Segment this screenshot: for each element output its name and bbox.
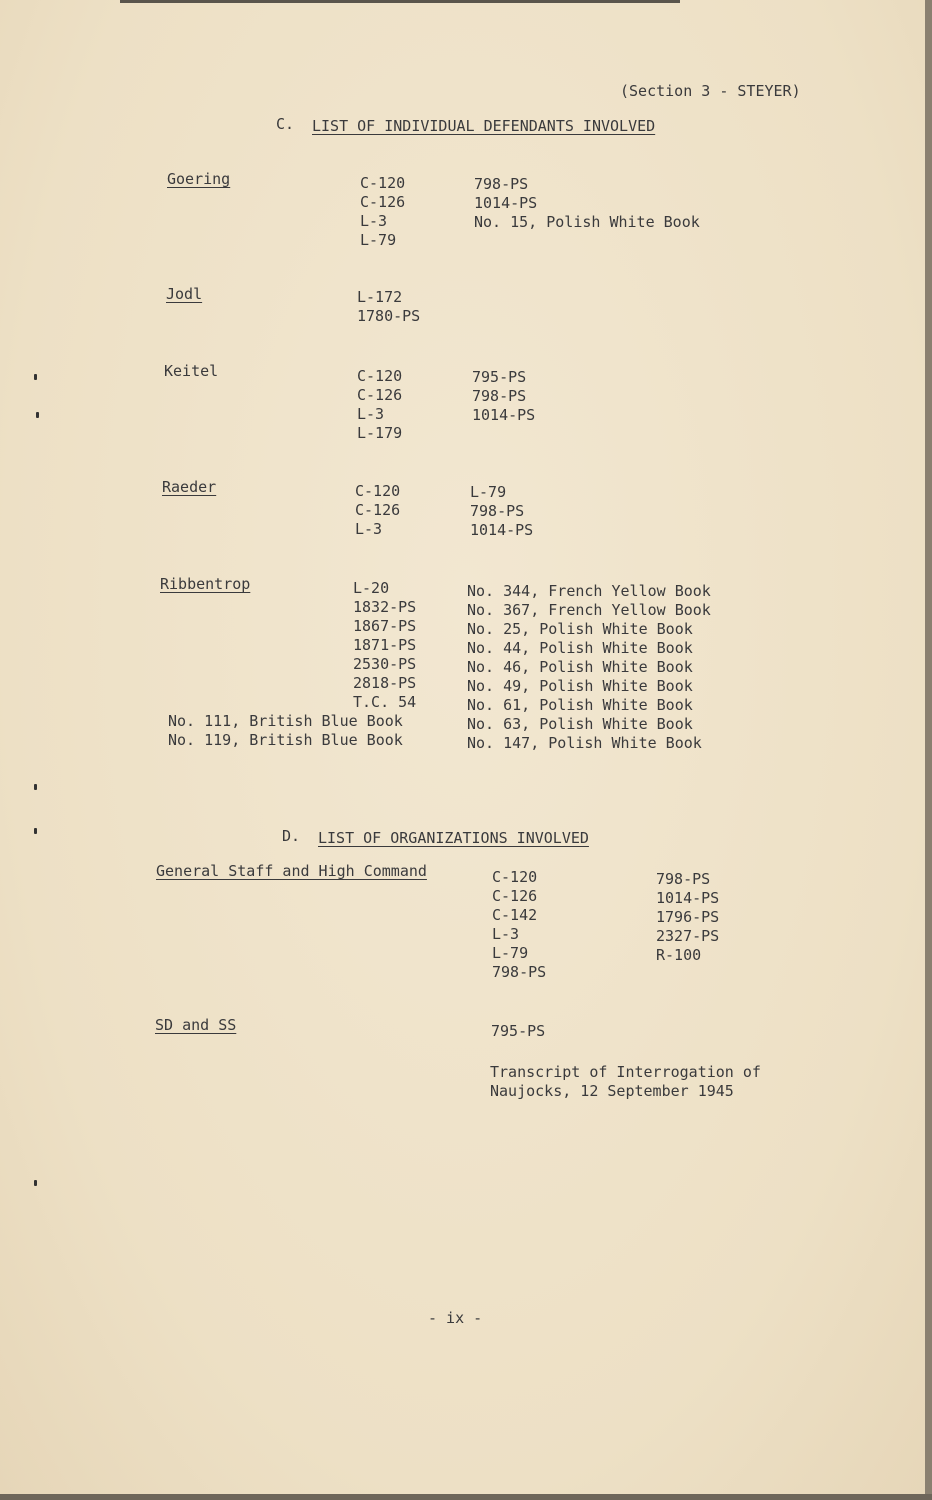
exhibit-item: 1014-PS	[474, 194, 538, 212]
exhibit-item: 795-PS	[472, 368, 527, 386]
defendant-name: Jodl	[166, 285, 203, 303]
margin-mark	[34, 784, 37, 790]
section-d-letter: D.	[282, 827, 301, 845]
exhibit-item: C-142	[492, 906, 538, 924]
exhibit-item: R-100	[656, 946, 702, 964]
organization-name: General Staff and High Command	[156, 862, 427, 880]
exhibit-list	[360, 174, 405, 250]
exhibit-item: L-20	[353, 579, 390, 597]
exhibit-list	[357, 367, 402, 443]
section-c-letter: C.	[276, 115, 295, 133]
margin-mark	[34, 374, 37, 380]
margin-mark	[34, 1180, 37, 1186]
exhibit-item: L-172	[357, 288, 403, 306]
exhibit-item: No. 367, French Yellow Book	[467, 601, 711, 619]
exhibit-item: 798-PS	[472, 387, 527, 405]
exhibit-item: L-79	[360, 231, 397, 249]
exhibit-item: L-3	[357, 405, 385, 423]
section-c-title: LIST OF INDIVIDUAL DEFENDANTS INVOLVED	[312, 117, 656, 135]
defendant-name: Goering	[167, 170, 231, 188]
exhibit-item: No. 61, Polish White Book	[467, 696, 693, 714]
exhibit-item: L-179	[357, 424, 403, 442]
exhibit-list	[474, 175, 700, 232]
defendant-name: Keitel	[164, 362, 219, 380]
exhibit-item: No. 46, Polish White Book	[467, 658, 693, 676]
exhibit-item: No. 44, Polish White Book	[467, 639, 693, 657]
exhibit-item: No. 63, Polish White Book	[467, 715, 693, 733]
exhibit-item: 798-PS	[492, 963, 547, 981]
exhibit-item: No. 15, Polish White Book	[474, 213, 700, 231]
section-d-title: LIST OF ORGANIZATIONS INVOLVED	[318, 829, 589, 847]
exhibit-item: No. 344, French Yellow Book	[467, 582, 711, 600]
exhibit-item: 2327-PS	[656, 927, 720, 945]
exhibit-item: No. 119, British Blue Book	[168, 731, 403, 749]
exhibit-item: L-3	[355, 520, 383, 538]
exhibit-item: 1014-PS	[472, 406, 536, 424]
note-line: Transcript of Interrogation of	[490, 1063, 761, 1081]
exhibit-item: C-126	[492, 887, 538, 905]
exhibit-item: C-126	[357, 386, 403, 404]
exhibit-list	[491, 1022, 545, 1041]
exhibit-item: C-126	[360, 193, 406, 211]
exhibit-list	[472, 368, 535, 425]
exhibit-item: No. 111, British Blue Book	[168, 712, 403, 730]
page-bottom-edge	[0, 1494, 932, 1500]
exhibit-list	[492, 868, 546, 982]
exhibit-item: L-3	[492, 925, 520, 943]
exhibit-list	[353, 579, 416, 712]
exhibit-list	[168, 712, 403, 750]
exhibit-item: C-126	[355, 501, 401, 519]
exhibit-item: C-120	[360, 174, 406, 192]
exhibit-item: 1014-PS	[656, 889, 720, 907]
defendant-name: Raeder	[162, 478, 217, 496]
note-line: Naujocks, 12 September 1945	[490, 1082, 734, 1100]
exhibit-list	[656, 870, 719, 965]
exhibit-item: 2530-PS	[353, 655, 417, 673]
exhibit-item: C-120	[492, 868, 538, 886]
exhibit-item: L-79	[470, 483, 507, 501]
margin-mark	[34, 828, 37, 834]
exhibit-item: No. 25, Polish White Book	[467, 620, 693, 638]
exhibit-item: No. 49, Polish White Book	[467, 677, 693, 695]
page-number: - ix -	[428, 1309, 483, 1327]
exhibit-item: 1867-PS	[353, 617, 417, 635]
interrogation-note	[490, 1063, 761, 1101]
page-top-shadow	[120, 0, 680, 3]
exhibit-item: T.C. 54	[353, 693, 417, 711]
organization-name: SD and SS	[155, 1016, 237, 1034]
exhibit-item: 1832-PS	[353, 598, 417, 616]
exhibit-item: L-79	[492, 944, 529, 962]
page-right-edge	[925, 0, 932, 1500]
exhibit-list	[357, 288, 420, 326]
exhibit-list	[470, 483, 533, 540]
exhibit-item: No. 147, Polish White Book	[467, 734, 702, 752]
exhibit-item: L-3	[360, 212, 388, 230]
exhibit-item: 798-PS	[656, 870, 711, 888]
margin-mark	[36, 412, 39, 418]
exhibit-item: 798-PS	[470, 502, 525, 520]
defendant-name: Ribbentrop	[160, 575, 251, 593]
exhibit-item: 1871-PS	[353, 636, 417, 654]
exhibit-item: 1014-PS	[470, 521, 534, 539]
exhibit-item: 2818-PS	[353, 674, 417, 692]
exhibit-list	[355, 482, 400, 539]
exhibit-item: 798-PS	[474, 175, 529, 193]
section-header: (Section 3 - STEYER)	[620, 82, 801, 100]
exhibit-item: C-120	[355, 482, 401, 500]
exhibit-item: 1796-PS	[656, 908, 720, 926]
exhibit-item: 1780-PS	[357, 307, 421, 325]
exhibit-item: 795-PS	[491, 1022, 546, 1040]
exhibit-list	[467, 582, 711, 753]
exhibit-item: C-120	[357, 367, 403, 385]
